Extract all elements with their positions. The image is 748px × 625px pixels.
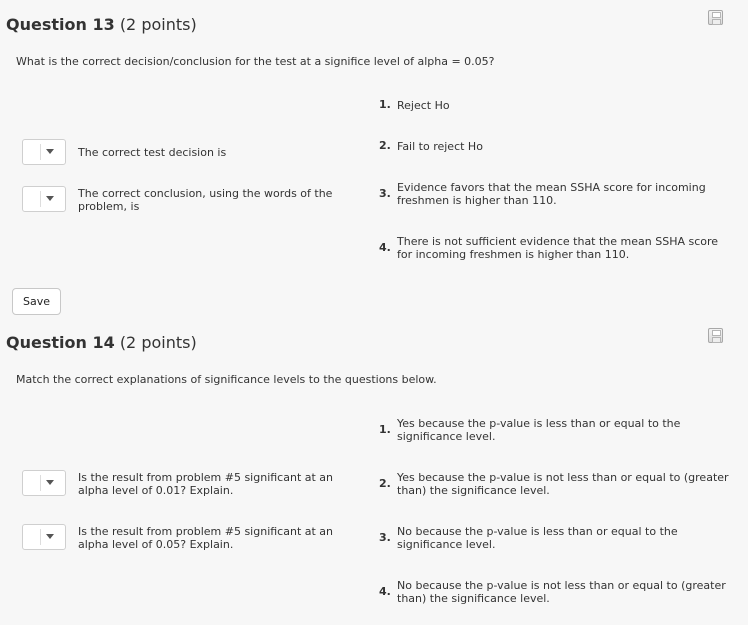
question-13-conclusion-select[interactable] <box>22 186 66 212</box>
chevron-down-icon <box>46 480 54 485</box>
question-14-option-1-text: Yes because the p-value is less than or equal to the significance level. <box>397 417 681 443</box>
question-14-number: Question 14 <box>6 333 115 352</box>
select-divider <box>40 191 41 207</box>
question-13-prompt: What is the correct decision/conclusion for the test at a significe level of alpha = 0.05? <box>16 55 495 68</box>
question-14-save-icon[interactable] <box>708 328 723 343</box>
chevron-down-icon <box>46 149 54 154</box>
question-14-option-2-number: 2. <box>379 477 391 490</box>
question-13-title <box>6 15 197 34</box>
question-13-save-icon[interactable] <box>708 10 723 25</box>
question-13-points: (2 points) <box>119 15 197 34</box>
chevron-down-icon <box>46 196 54 201</box>
question-13-number: Question 13 <box>6 15 115 34</box>
question-13-option-4-number: 4. <box>379 241 391 254</box>
question-13-option-1-text: Reject Ho <box>397 99 450 112</box>
question-13-option-3-number: 3. <box>379 187 391 200</box>
question-13-option-2-number: 2. <box>379 139 391 152</box>
question-14-option-4-number: 4. <box>379 585 391 598</box>
question-14-select-1[interactable] <box>22 470 66 496</box>
question-13-statement-1: The correct test decision is <box>78 146 227 159</box>
save-button[interactable]: Save <box>12 288 61 315</box>
select-divider <box>40 529 41 545</box>
question-13-option-2-text: Fail to reject Ho <box>397 140 483 153</box>
question-14-statement-1: Is the result from problem #5 significant at an alpha level of 0.01? Explain. <box>78 471 334 497</box>
question-13-option-1-number: 1. <box>379 98 391 111</box>
question-13-decision-select[interactable] <box>22 139 66 165</box>
question-14-points: (2 points) <box>119 333 197 352</box>
question-14-title <box>6 333 197 352</box>
question-14-option-3-number: 3. <box>379 531 391 544</box>
question-14-prompt: Match the correct explanations of significance levels to the questions below. <box>16 373 437 386</box>
question-13-statement-2: The correct conclusion, using the words of the problem, is <box>78 187 333 213</box>
question-14-option-4-text: No because the p-value is not less than or equal to (greater than) the significance level. <box>397 579 726 605</box>
select-divider <box>40 475 41 491</box>
question-13-option-4-text: There is not sufficient evidence that the mean SSHA score for incoming freshmen is higher than 110. <box>397 235 719 261</box>
question-14-option-1-number: 1. <box>379 423 391 436</box>
question-14-select-2[interactable] <box>22 524 66 550</box>
question-14-statement-2: Is the result from problem #5 significant at an alpha level of 0.05? Explain. <box>78 525 334 551</box>
chevron-down-icon <box>46 534 54 539</box>
question-14-option-3-text: No because the p-value is less than or equal to the significance level. <box>397 525 678 551</box>
question-13-option-3-text: Evidence favors that the mean SSHA score for incoming freshmen is higher than 110. <box>397 181 706 207</box>
question-14-option-2-text: Yes because the p-value is not less than or equal to (greater than) the significance level. <box>397 471 729 497</box>
select-divider <box>40 144 41 160</box>
